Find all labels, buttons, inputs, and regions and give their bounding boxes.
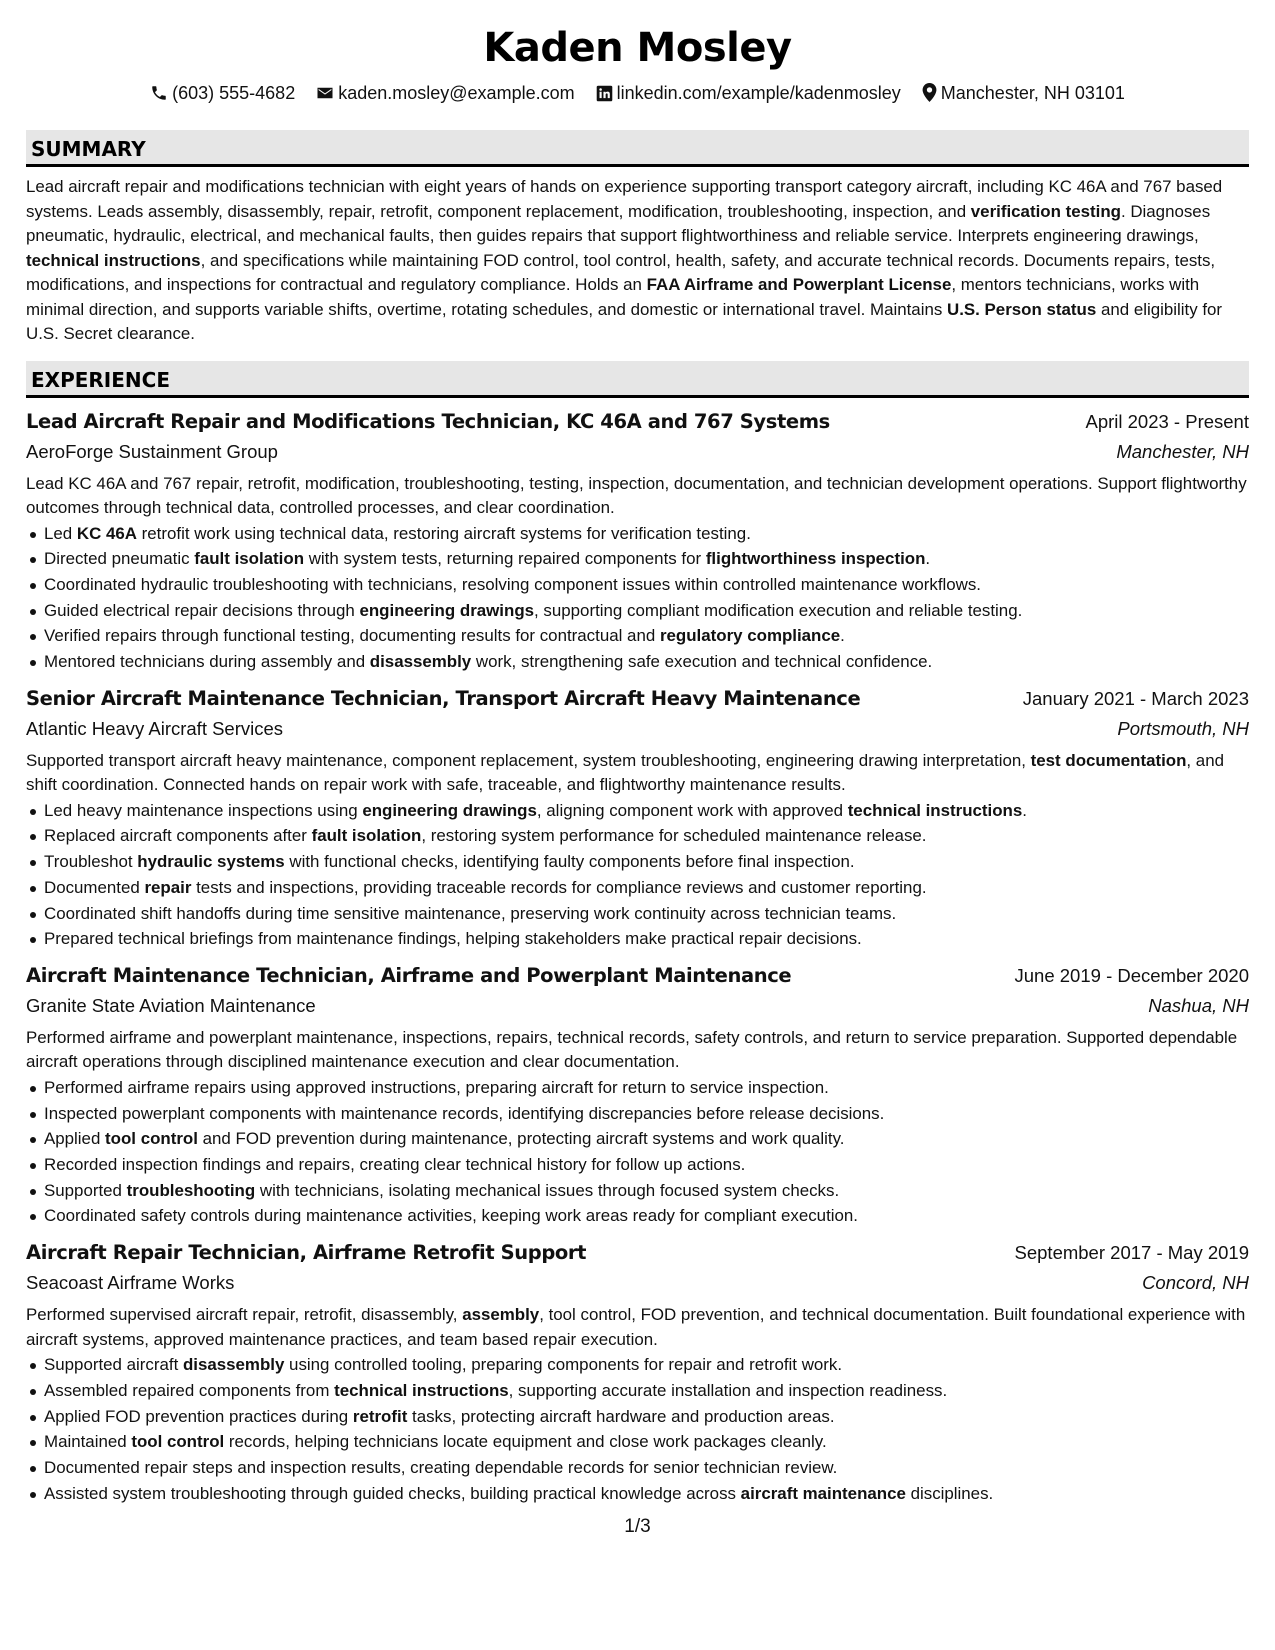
text-segment: . xyxy=(840,626,845,646)
bold-text: flightworthiness inspection xyxy=(705,549,926,569)
bullet-item xyxy=(26,1481,1249,1507)
company-name: AeroForge Sustainment Group xyxy=(26,440,278,462)
job-bullets xyxy=(26,1352,1249,1506)
bold-text: fault isolation xyxy=(311,826,422,846)
text-segment: Maintained xyxy=(44,1432,132,1452)
text-segment: , restoring system performance for scheduled maintenance release. xyxy=(421,826,927,846)
contact-email[interactable] xyxy=(316,81,574,105)
bold-text: regulatory compliance xyxy=(659,626,841,646)
text-segment: Coordinated shift handoffs during time sensitive maintenance, preserving work continuity across technician teams. xyxy=(44,903,897,923)
job-title: Senior Aircraft Maintenance Technician, Transport Aircraft Heavy Maintenance xyxy=(26,686,861,710)
text-segment: Troubleshot xyxy=(44,852,138,872)
text-segment: retrofit work using technical data, restoring aircraft systems for verification testing. xyxy=(136,523,751,543)
text-segment: Performed airframe repairs using approved instructions, preparing aircraft for return to service inspection. xyxy=(44,1077,829,1097)
bullet-item xyxy=(26,521,1249,547)
bullet-item xyxy=(26,1075,1249,1101)
job-title: Aircraft Maintenance Technician, Airframe and Powerplant Maintenance xyxy=(26,963,792,987)
text-segment: Guided electrical repair decisions through xyxy=(44,600,360,620)
text-segment: Applied xyxy=(44,1129,106,1149)
text-segment: Supported transport aircraft heavy maintenance, component replacement, system troubleshooting, engineering drawing interpretation, xyxy=(26,750,1031,770)
resume-page xyxy=(26,0,1249,1506)
map-pin-icon xyxy=(922,83,937,102)
summary-text xyxy=(26,175,1249,347)
text-segment: Inspected powerplant components with maintenance records, identifying discrepancies before release decisions. xyxy=(44,1103,885,1123)
summary-heading: SUMMARY xyxy=(26,130,1249,167)
location-text: Manchester, NH 03101 xyxy=(940,83,1125,104)
bullet-item xyxy=(26,1101,1249,1127)
text-segment: Recorded inspection findings and repairs, creating clear technical history for follow up actions. xyxy=(44,1155,746,1175)
contact-bar xyxy=(26,80,1249,104)
text-segment: with technicians, isolating mechanical issues through focused system checks. xyxy=(255,1180,840,1200)
job-dates: June 2019 - December 2020 xyxy=(1014,964,1249,986)
bold-text: engineering drawings xyxy=(362,800,537,820)
bold-text: technical instructions xyxy=(334,1380,509,1400)
text-segment: Supported xyxy=(44,1180,127,1200)
bullet-item xyxy=(26,849,1249,875)
job-entry xyxy=(26,1239,1249,1506)
phone-text: (603) 555-4682 xyxy=(172,83,296,104)
text-segment: disciplines. xyxy=(905,1483,994,1503)
text-segment: Applied FOD prevention practices during xyxy=(44,1406,353,1426)
text-segment: Replaced aircraft components after xyxy=(44,826,312,846)
text-segment: and eligibility for U.S. Secret clearance. xyxy=(26,299,1223,343)
text-segment: Directed pneumatic xyxy=(44,549,195,569)
text-segment: Led xyxy=(44,523,77,543)
email-text: kaden.mosley@example.com xyxy=(338,83,575,104)
bullet-item xyxy=(26,875,1249,901)
text-segment: , and shift coordination. Connected hands on repair work with safe, traceable, and flightworthy maintenance results. xyxy=(26,750,1224,795)
text-segment: Performed airframe and powerplant maintenance, inspections, repairs, technical records, safety controls, and return to service preparation. Supported dependable aircraft operations through disciplined maintenance execution and clear documentation. xyxy=(26,1027,1238,1072)
linkedin-icon xyxy=(596,85,613,102)
job-description xyxy=(26,1026,1249,1075)
text-segment: Mentored technicians during assembly and xyxy=(44,652,370,672)
text-segment: Coordinated hydraulic troubleshooting with technicians, resolving component issues within controlled maintenance workflows. xyxy=(44,574,981,594)
text-segment: . Diagnoses pneumatic, hydraulic, electrical, and mechanical faults, then guides repairs that support flightworthiness and reliable service. Interprets engineering drawings, xyxy=(26,201,1211,245)
bullet-item xyxy=(26,823,1249,849)
job-location: Nashua, NH xyxy=(1148,994,1249,1016)
bullet-item xyxy=(26,798,1249,824)
bold-text: disassembly xyxy=(369,652,472,672)
company-name: Seacoast Airframe Works xyxy=(26,1272,235,1294)
bold-text: repair xyxy=(144,877,192,897)
bullet-item xyxy=(26,572,1249,598)
text-segment: Lead KC 46A and 767 repair, retrofit, modification, troubleshooting, testing, inspection, documentation, and technician development operations. Support flightworthy outcomes through technical data, controlled processes, and clear coordination. xyxy=(26,473,1247,517)
job-bullets xyxy=(26,521,1249,675)
contact-linkedin[interactable] xyxy=(596,81,901,105)
text-segment: Prepared technical briefings from maintenance findings, helping stakeholders make practical repair decisions. xyxy=(44,929,862,949)
text-segment: , mentors technicians, works with minimal direction, and supports variable shifts, overtime, rotating schedules, and domestic or international travel. Maintains xyxy=(26,275,1200,319)
text-segment: work, strengthening safe execution and technical confidence. xyxy=(471,652,933,672)
company-name: Atlantic Heavy Aircraft Services xyxy=(26,717,284,739)
text-segment: with functional checks, identifying faulty components before final inspection. xyxy=(284,852,855,872)
bullet-item xyxy=(26,1455,1249,1481)
job-dates: September 2017 - May 2019 xyxy=(1014,1242,1249,1264)
bold-text: test documentation xyxy=(1030,750,1187,770)
bold-text: technical instructions xyxy=(847,800,1023,820)
text-segment: Documented xyxy=(44,877,145,897)
bullet-item xyxy=(26,1152,1249,1178)
text-segment: . xyxy=(925,549,931,569)
bullet-item xyxy=(26,1378,1249,1404)
job-dates: January 2021 - March 2023 xyxy=(1022,687,1249,709)
text-segment: tasks, protecting aircraft hardware and production areas. xyxy=(407,1406,835,1426)
text-segment: Supported aircraft xyxy=(44,1355,183,1375)
bold-text: verification testing xyxy=(970,201,1121,221)
text-segment: , aligning component work with approved xyxy=(536,800,848,820)
text-segment: Lead aircraft repair and modifications technician with eight years of hands on experience supporting transport category aircraft, including KC 46A and 767 based systems. Leads assembly, disassembly, repair, retrofit, component replacement, modification, troubleshooting, inspection, and xyxy=(26,177,1223,221)
text-segment: Assisted system troubleshooting through guided checks, building practical knowledge across xyxy=(44,1483,741,1503)
bold-text: U.S. Person status xyxy=(947,299,1097,319)
bullet-item xyxy=(26,1352,1249,1378)
text-segment: Documented repair steps and inspection results, creating dependable records for senior technician review. xyxy=(44,1457,838,1477)
text-segment: with system tests, returning repaired components for xyxy=(304,549,706,569)
bold-text: hydraulic systems xyxy=(137,852,285,872)
job-location: Portsmouth, NH xyxy=(1117,717,1249,739)
bold-text: engineering drawings xyxy=(359,600,535,620)
bold-text: aircraft maintenance xyxy=(740,1483,906,1503)
candidate-name: Kaden Mosley xyxy=(483,25,792,71)
experience-heading: EXPERIENCE xyxy=(26,361,1249,398)
bullet-item xyxy=(26,926,1249,952)
text-segment: records, helping technicians locate equipment and close work packages cleanly. xyxy=(224,1432,827,1452)
bold-text: fault isolation xyxy=(194,549,305,569)
text-segment: tests and inspections, providing traceable records for compliance reviews and customer reporting. xyxy=(191,877,927,897)
page-number: 1/3 xyxy=(624,1516,651,1537)
bold-text: retrofit xyxy=(352,1406,408,1426)
bullet-item xyxy=(26,1203,1249,1229)
job-location: Manchester, NH xyxy=(1116,440,1249,462)
phone-icon xyxy=(150,84,168,102)
job-location: Concord, NH xyxy=(1142,1272,1249,1294)
text-segment: Assembled repaired components from xyxy=(44,1380,335,1400)
bullet-item xyxy=(26,1404,1249,1430)
job-bullets xyxy=(26,1075,1249,1229)
text-segment: , supporting accurate installation and inspection readiness. xyxy=(508,1380,948,1400)
envelope-icon xyxy=(316,84,334,102)
bullet-item xyxy=(26,1126,1249,1152)
text-segment: Verified repairs through functional testing, documenting results for contractual and xyxy=(44,626,660,646)
contact-location xyxy=(922,81,1125,105)
bold-text: disassembly xyxy=(182,1355,285,1375)
text-segment: . xyxy=(1022,800,1027,820)
bold-text: assembly xyxy=(462,1305,540,1325)
bold-text: tool control xyxy=(105,1129,198,1149)
text-segment: and FOD prevention during maintenance, protecting aircraft systems and work quality. xyxy=(197,1129,845,1149)
bullet-item xyxy=(26,623,1249,649)
job-title: Lead Aircraft Repair and Modifications Technician, KC 46A and 767 Systems xyxy=(26,409,830,433)
job-description xyxy=(26,1303,1249,1352)
bold-text: troubleshooting xyxy=(126,1180,256,1200)
bold-text: technical instructions xyxy=(26,250,201,270)
bullet-item xyxy=(26,1178,1249,1204)
bullet-item xyxy=(26,546,1249,572)
text-segment: Coordinated safety controls during maintenance activities, keeping work areas ready for compliant execution. xyxy=(44,1206,859,1226)
job-dates: April 2023 - Present xyxy=(1085,410,1249,432)
text-segment: Led heavy maintenance inspections using xyxy=(44,800,363,820)
bullet-item xyxy=(26,1429,1249,1455)
text-segment: , supporting compliant modification execution and reliable testing. xyxy=(534,600,1023,620)
text-segment: , and specifications while maintaining FOD control, tool control, health, safety, and accurate technical records. Documents repairs, tests, modifications, and inspections for contractual and regulatory compliance. Holds an xyxy=(26,250,1216,294)
job-entry xyxy=(26,685,1249,952)
bold-text: FAA Airframe and Powerplant License xyxy=(646,275,952,294)
job-bullets xyxy=(26,798,1249,952)
company-name: Granite State Aviation Maintenance xyxy=(26,994,316,1016)
bold-text: tool control xyxy=(131,1432,225,1452)
job-description xyxy=(26,749,1249,798)
bullet-item xyxy=(26,901,1249,927)
text-segment: , tool control, FOD prevention, and technical documentation. Built foundational experience with aircraft systems, approved maintenance practices, and team based repair execution. xyxy=(26,1305,1246,1349)
job-title: Aircraft Repair Technician, Airframe Retrofit Support xyxy=(26,1241,587,1265)
experience-list xyxy=(26,408,1249,1507)
text-segment: using controlled tooling, preparing components for repair and retrofit work. xyxy=(284,1355,843,1375)
contact-phone xyxy=(150,81,295,105)
bullet-item xyxy=(26,598,1249,624)
job-description xyxy=(26,472,1249,521)
bullet-item xyxy=(26,649,1249,675)
linkedin-text: linkedin.com/example/kadenmosley xyxy=(616,83,901,104)
job-entry xyxy=(26,962,1249,1229)
job-entry xyxy=(26,408,1249,675)
text-segment: Performed supervised aircraft repair, retrofit, disassembly, xyxy=(26,1305,463,1325)
bold-text: KC 46A xyxy=(76,523,137,543)
